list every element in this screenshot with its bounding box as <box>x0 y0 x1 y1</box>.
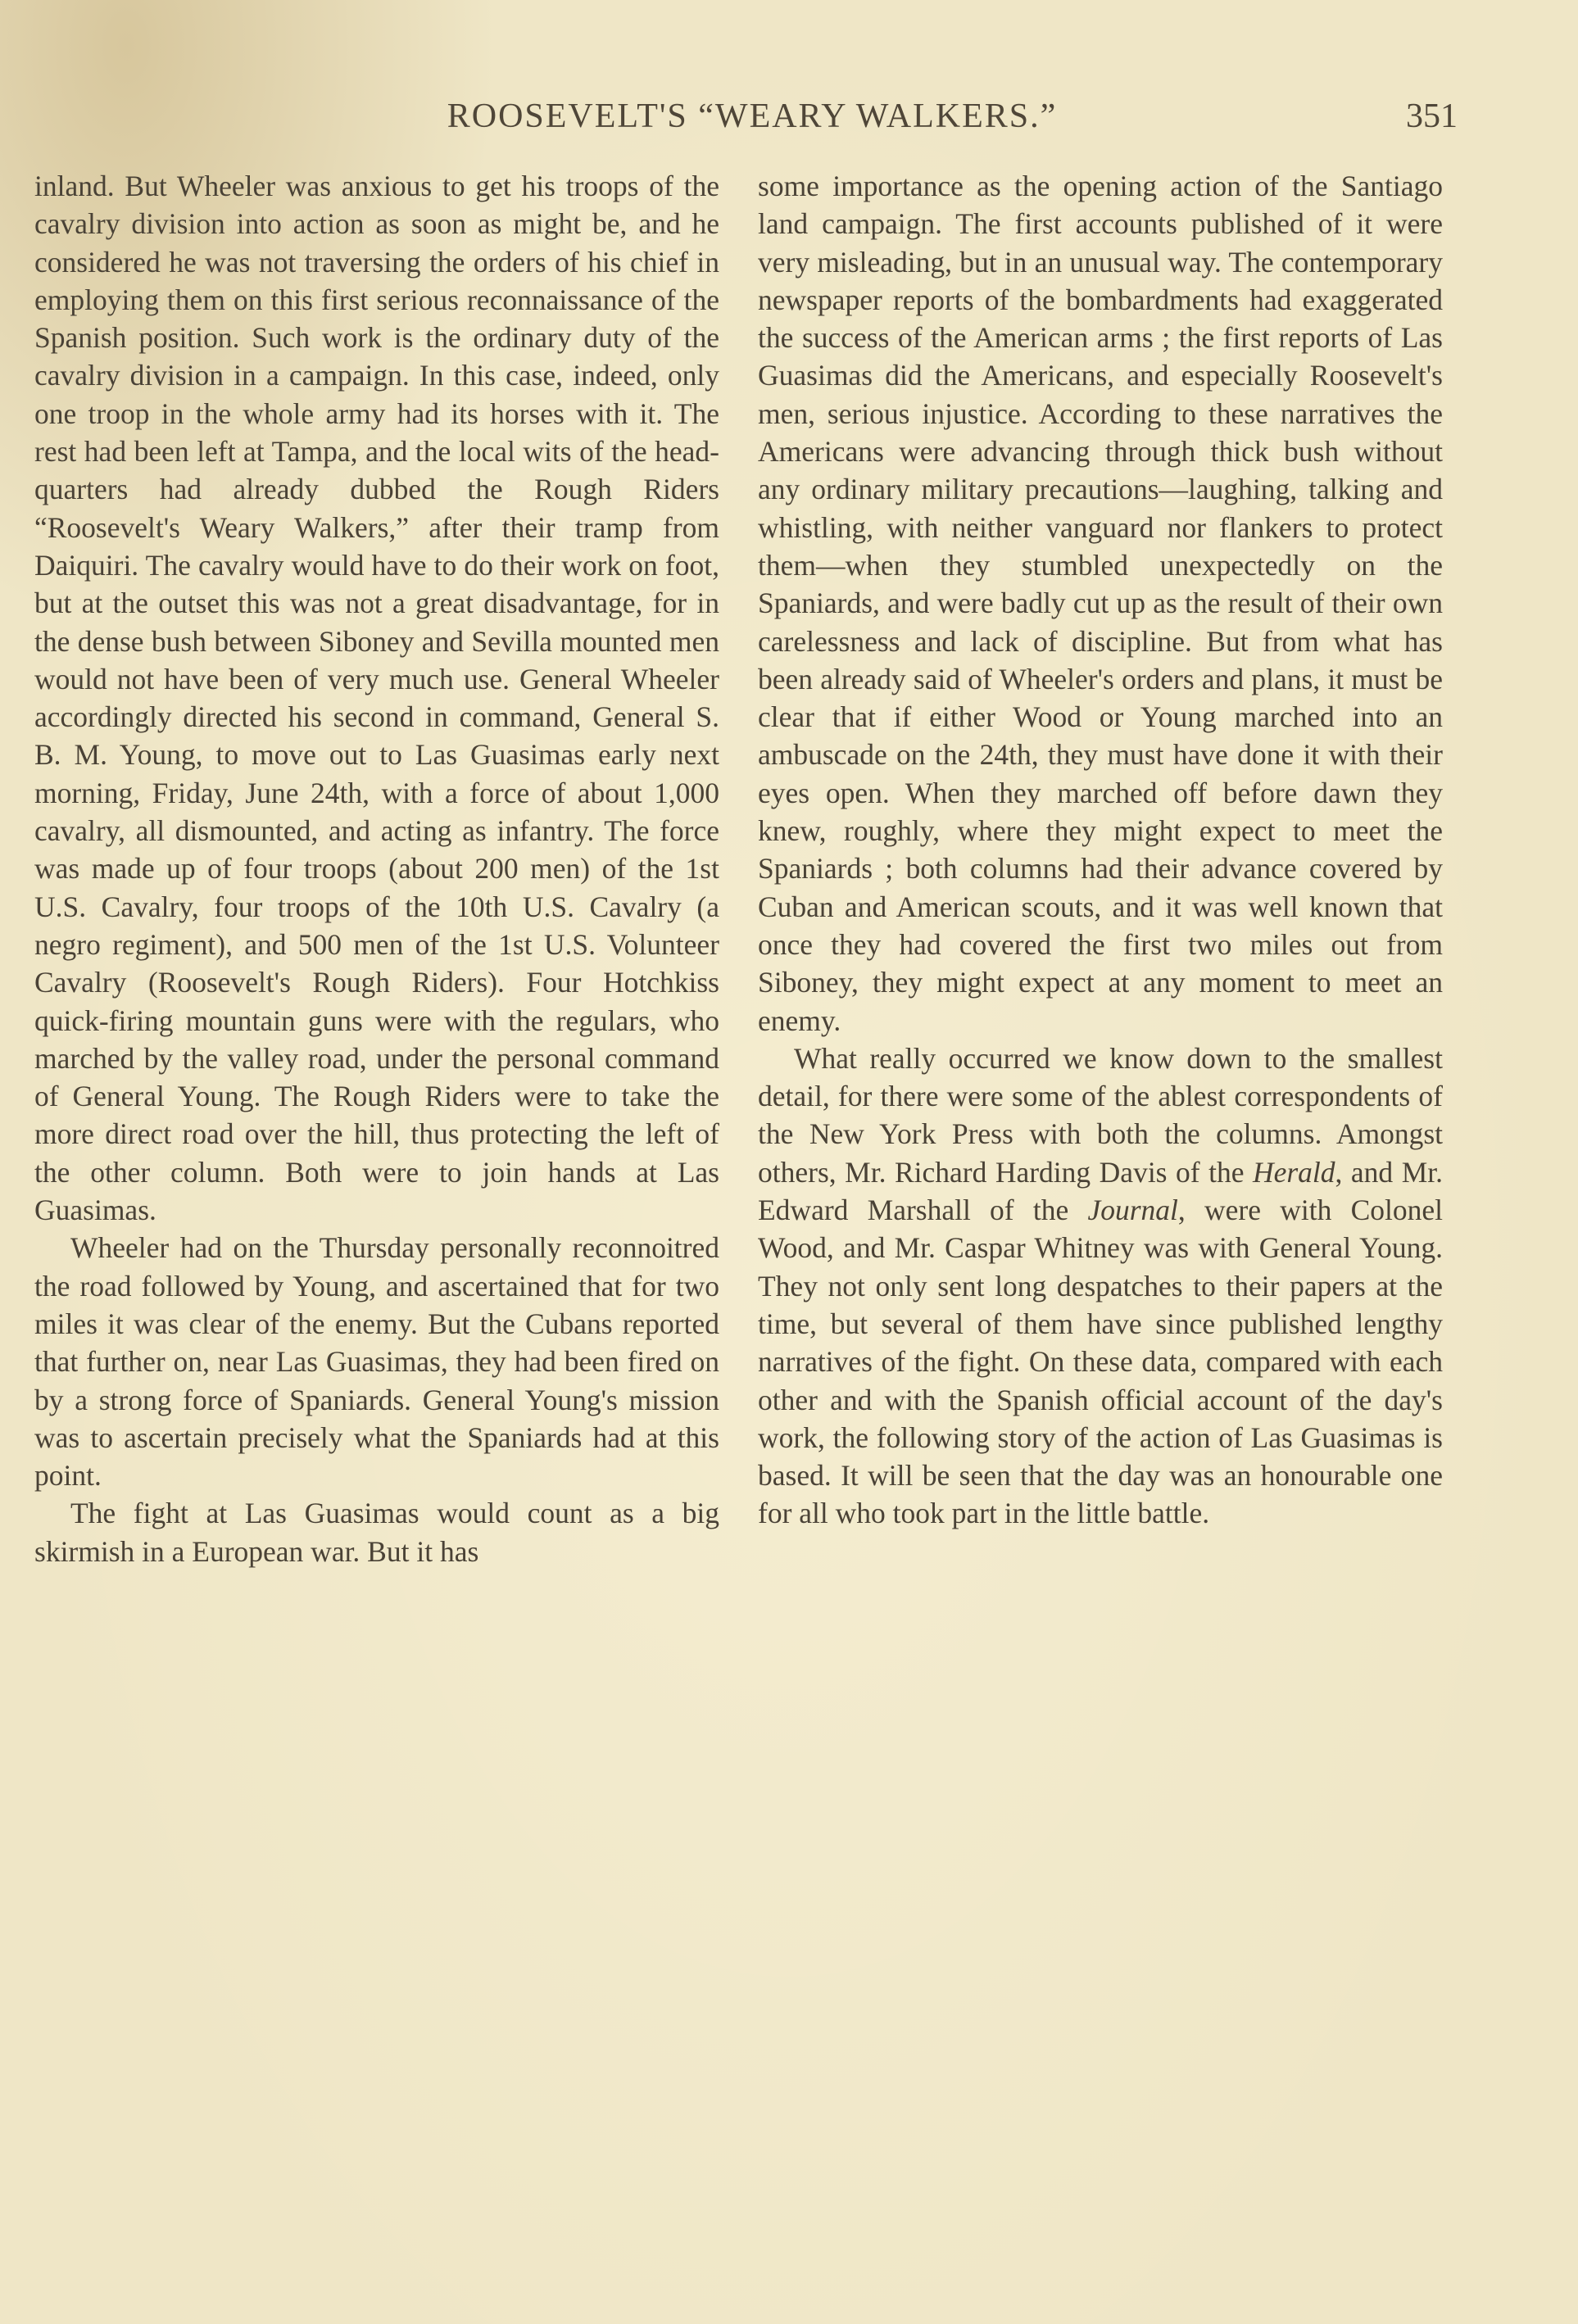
right-paragraph-1: some importance as the opening action of the Santiago land campaign. The first accounts published of it were very misleading, but in an unusual way. The contemporary newspaper reports of the bombardments had exaggerated the success of the American arms ; the first reports of Las Guasimas did the Americans, and especially Roosevelt's men, serious injustice. According to these narratives the Americans were advancing through thick bush without any ordinary military precautions—laughing, talking and whistling, with neither vanguard nor flankers to protect them—when they stumbled unexpectedly on the Spaniards, and were badly cut up as the result of their own carelessness and lack of discipline. But from what has been already said of Wheeler's orders and plans, it must be clear that if either Wood or Young marched into an ambuscade on the 24th, they must have done it with their eyes open. When they marched off before dawn they knew, roughly, where they might expect to meet the Spaniards ; both columns had their advance covered by Cuban and American scouts, and it was well known that once they had covered the first two miles out from Siboney, they might expect at any moment to meet an enemy. <box>758 170 1443 1037</box>
running-title: ROOSEVELT'S “WEARY WALKERS.” <box>447 97 1058 135</box>
herald-title: Herald <box>1252 1155 1335 1189</box>
paragraph-text: What really occurred we know down to the smallest detail, for there were some of the ablest correspondents of the New York Press with both the columns. Amongst others, Mr. Richard Harding Davis of the <box>758 1041 1443 1189</box>
right-paragraph-2 <box>758 1040 1443 1533</box>
right-column <box>758 167 1443 1533</box>
left-paragraph-2: Wheeler had on the Thursday personally reconnoitred the road followed by Young, and ascertained that for two miles it was clear of the enemy. But the Cubans reported that further on, near Las Guasimas, they had been fired on by a strong force of Spaniards. General Young's mission was to ascertain precisely what the Spaniards had at this point. <box>34 1231 719 1493</box>
left-paragraph-3: The fight at Las Guasimas would count as a big skirmish in a European war. But it has <box>34 1497 719 1568</box>
journal-title: Journal <box>1087 1194 1178 1227</box>
page-number: 351 <box>1406 97 1458 135</box>
left-paragraph-1: inland. But Wheeler was anxious to get his troops of the cavalry division into action as soon as might be, and he considered he was not traversing the orders of his chief in employing them on this first serious reconnaissance of the Spanish position. Such work is the ordinary duty of the cavalry division in a campaign. In this case, indeed, only one troop in the whole army had its horses with it. The rest had been left at Tampa, and the local wits of the head-quarters had already dubbed the Rough Riders “Roosevelt's Weary Walkers,” after their tramp from Daiquiri. The cavalry would have to do their work on foot, but at the outset this was not a great disadvantage, for in the dense bush between Siboney and Sevilla mounted men would not have been of very much use. General Wheeler accordingly directed his second in command, General S. B. M. Young, to move out to Las Guasimas early next morning, Friday, June 24th, with a force of about 1,000 cavalry, all dismounted, and acting as infantry. The force was made up of four troops (about 200 men) of the 1st U.S. Cavalry, four troops of the 10th U.S. Cavalry (a negro regiment), and 500 men of the 1st U.S. Volunteer Cavalry (Roosevelt's Rough Riders). Four Hotchkiss quick-firing mountain guns were with the regulars, who marched by the valley road, under the personal command of General Young. The Rough Riders were to take the more direct road over the hill, thus protecting the left of the other column. Both were to join hands at Las Guasimas. <box>34 170 719 1227</box>
paragraph-text: , and Mr. Edward Marshall of the <box>758 1155 1443 1227</box>
paragraph-text: , were with Colonel Wood, and Mr. Caspar Whitney was with General Young. They not only sent long despatches to their papers at the time, but several of them have since published lengthy narratives of the fight. On these data, compared with each other and with the Spanish official account of the day's work, the following story of the action of Las Guasimas is based. It will be seen that the day was an honourable one for all who took part in the little battle. <box>758 1194 1443 1530</box>
left-column <box>34 167 719 1570</box>
